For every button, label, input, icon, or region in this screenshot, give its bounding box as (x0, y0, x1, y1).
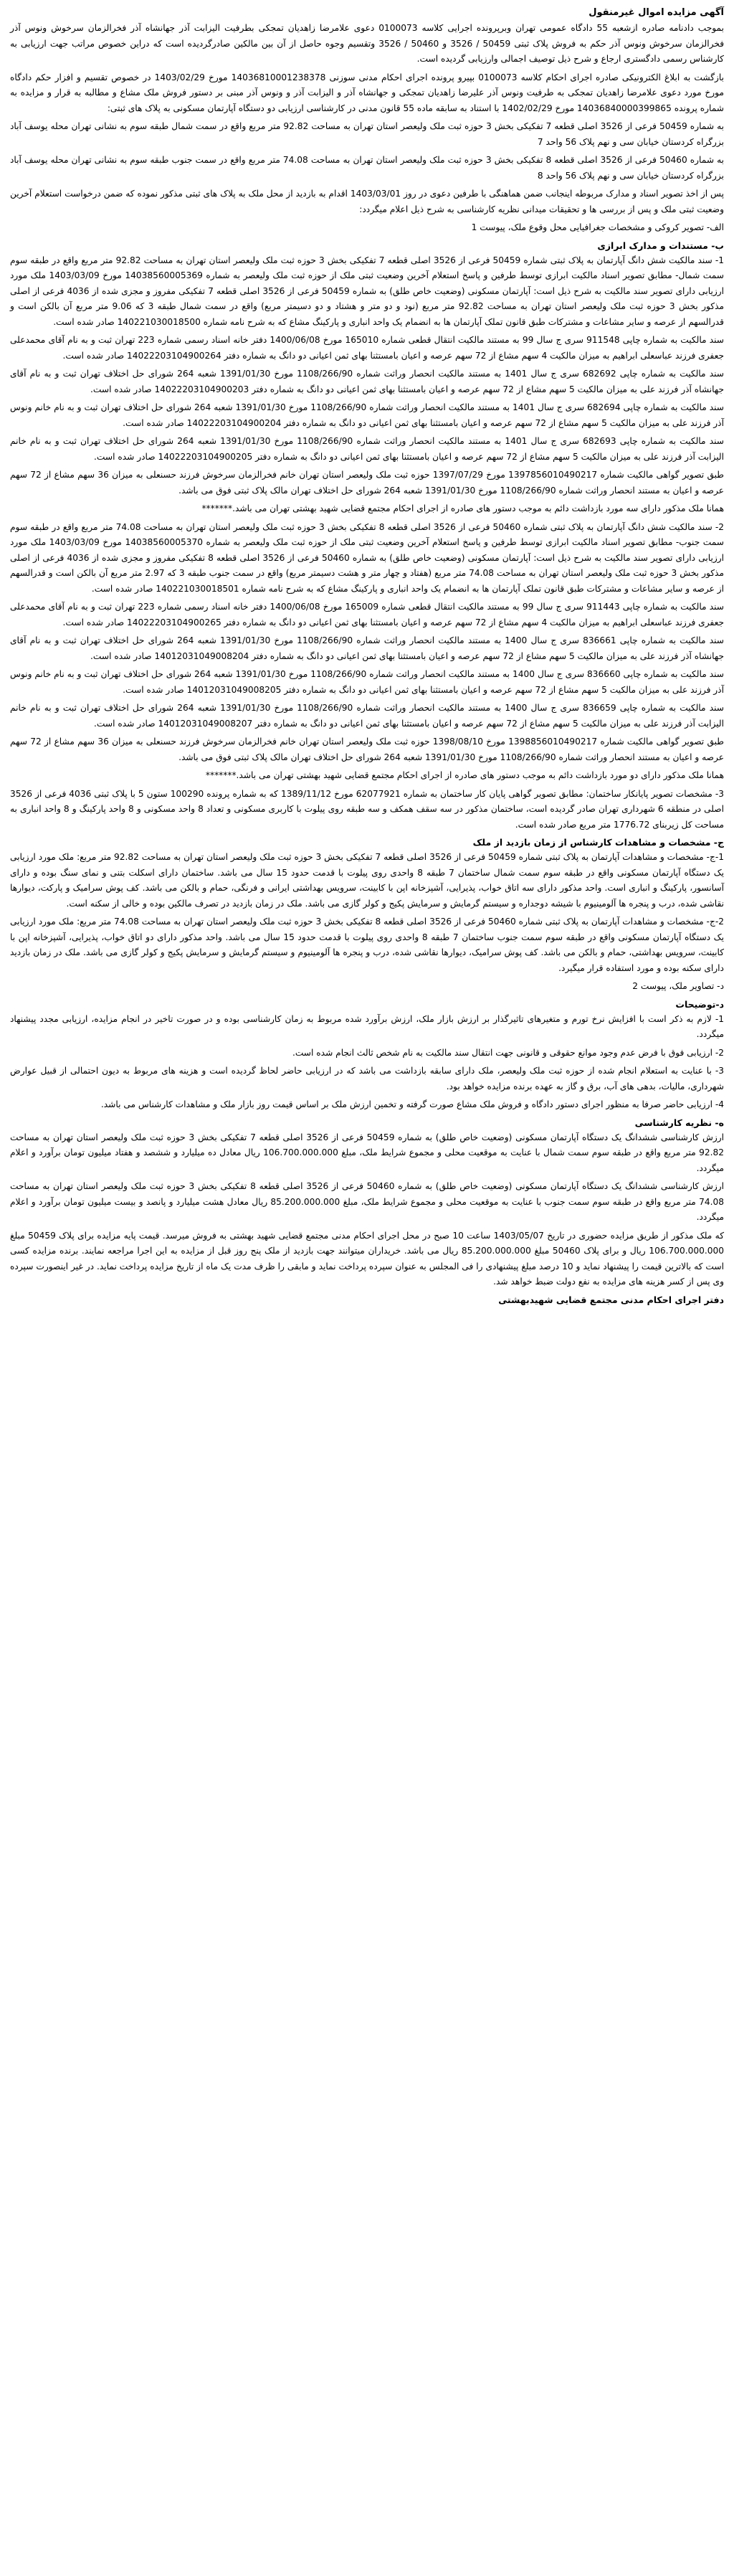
observation-paragraph: 1-ج- مشخصات و مشاهدات آپارتمان به پلاک ثبتی شماره 50459 فرعی از 3526 اصلی قطعه 7 تفکیکی بخش 3 حوزه ثبت ملک ولیعصر استان تهران به مساحت 92.82 متر مربع: ملک مورد ارزیابی یک دستگاه آپارتمان مسکونی واقع در طبقه سوم سمت شمال ساختمان 7 طبقه 8 واحدی روی پیلوت با قدمت حدود 15 سال می باشد. ساختمان دارای اسکلت بتنی و نمای سنگ بوده و دارای آسانسور، پارکینگ و انباری است. واحد مذکور دارای سه اتاق خواب، پذیرایی، آشپزخانه اپن با کابینت، سرویس بهداشتی ایرانی و فرنگی، حمام و بالکن می باشد. کف پوش سرامیک و پارکت، دیوارها نقاشی شده، درب و پنجره ها آلومینیوم با شیشه دوجداره و سیستم گرمایش و سرمایش پکیج و کولر گازی می باشد. ملک در زمان بازدید در تصرف مالکین بوده و خالی از سکنه است. (10, 852, 724, 909)
document-title: آگهی مزایده اموال غیرمنقول (588, 7, 724, 18)
document-paragraph: سند مالکیت به شماره چاپی 836661 سری ج سال 1400 به مستند مالکیت انحصار وراثت شماره 1108/266/90 مورخ 1391/01/30 شعبه 264 شورای حل اختلاف تهران ثبت و به نام آقای جهانشاه آذر فرزند علی به میزان مالکیت 5 سهم مشاع از 72 سهم عرصه و اعیان بامستثنا بهای ثمن اعیانی دو دانگ به شماره دفتر 14012031049008204 صادر شده است. (10, 635, 725, 661)
document-paragraph: همانا ملک مذکور دارای دو مورد بازداشت دائم به موجب دستور های صادره از اجرای احکام مجتمع قضایی شهید بهشتی تهران می باشد.******* (205, 770, 724, 780)
documents-section (10, 253, 724, 833)
intro-paragraph: بموجب دادنامه صادره ازشعبه 55 دادگاه عمومی تهران وبرپرونده اجرایی کلاسه 0100073 دعوی علامرضا زاهدیان تمجکی بطرفیت الیزابت آذر جهانشاه آذر فخرالزمان سرخوش ونوس آذر فخرالزمان سرخوش ونوس آذر حکم به فروش پلاک ثبتی 50459 / 3526 و 50460 / 3526 وتقسیم وجوه حاصل از آن بین مالکین صادرگردیده است که دراین خصوص مراتب جهت ارزیابی به کارشناس رسمی دادگستری ارجاع و شرح ذیل توصیف اجمالی وارزیابی گردیده است. (10, 23, 725, 64)
opinion-paragraph: که ملک مذکور از طریق مزایده حضوری در تاریخ 1403/05/07 ساعت 10 صبح در محل اجرای احکام مدنی مجتمع قضایی شهید بهشتی به فروش میرسد. قیمت پایه مزایده برای پلاک 50459 مبلغ 106.700.000.000 ریال و برای پلاک 50460 مبلغ 85.200.000.000 ریال می باشد. خریداران میتوانند جهت بازدید از ملک پنج روز قبل از مزایده به این اجرا مراجعه نمایند. برنده مزایده کسی است که بالاترین قیمت را پیشنهاد نماید و 10 درصد مبلغ پیشنهادی را فی المجلس به عنوان سپرده پرداخت نماید و مابقی را ظرف مدت یک ماه از تاریخ مزایده پرداخت نماید. در غیر اینصورت سپرده وی پس از کسر هزینه های مزایده به نفع دولت ضبط خواهد شد. (10, 1230, 725, 1287)
document-paragraph: همانا ملک مذکور دارای سه مورد بازداشت دائم به موجب دستور های صادره از اجرای احکام مجتمع قضایی شهید بهشتی تهران می باشد.******* (201, 503, 724, 513)
document-paragraph: سند مالکیت به شماره چاپی 682693 سری ج سال 1401 به مستند مالکیت انحصار وراثت شماره 1108/266/90 مورخ 1391/01/30 شعبه 264 شورای حل اختلاف تهران ثبت و به نام خانم الیزابت آذر فرزند علی به میزان مالکیت 5 سهم مشاع از 72 سهم عرصه و اعیان بامستثنا بهای ثمن اعیانی دو دانگ به شماره دفتر 14022203104900205 صادر شده است. (10, 436, 724, 462)
document-paragraph: طبق تصویر گواهی مالکیت شماره 1397856010490217 مورخ 1397/07/29 حوزه ثبت ملک ولیعصر استان تهران خانم فخرالزمان سرخوش فرزند حسنعلی به میزان 36 سهم مشاع از 72 سهم عرصه و اعیان به مستند انحصار وراثت شماره 1108/266/90 مورخ 1391/01/30 شعبه 264 شورای حل اختلاف تهران مالک پلاک ثبتی فوق می باشد. (10, 470, 724, 496)
document-paragraph: 2- سند مالکیت شش دانگ آپارتمان به پلاک ثبتی شماره 50460 فرعی از 3526 اصلی قطعه 8 تفکیکی بخش 3 حوزه ثبت ملک ولیعصر استان تهران به مساحت 74.08 متر مربع واقع در طبقه سوم سمت جنوب- مطابق تصویر اسناد مالکیت ابرازی توسط طرفین و پاسخ استعلام آخرین وضعیت ثبتی ملک از حوزه ثبت ملک ولیعصر به شماره 14038560005370 مورخ 1403/03/09 ملک مورد ارزیابی دارای تصویر سند مالکیت به شرح ذیل است: آپارتمان مسکونی (وضعیت خاص طلق) به شماره 50460 فرعی از 3526 اصلی قطعه 8 تفکیکی مفروز و مجزی شده از 4036 فرعی از اصلی مذکور بخش 3 حوزه ثبت ملک ولیعصر استان تهران به مساحت 74.08 متر مربع (هفتاد و چهار متر و هشت دسیمتر مربع) واقع در سمت جنوب طبقه 3 که 2.97 متر مربع آن بالکن است و قدرالسهم از عرصه و سایر مشاعات و مشترکات طبق قانون تملک آپارتمان ها به انضمام یک واحد انباری و پارکینگ مشاع که به شرح نامه شماره 140221030018501 صادر شده است. (10, 521, 725, 594)
notes-section (10, 1012, 724, 1113)
section-heading-notes: د-توضیحات (675, 998, 724, 1010)
office-signature: دفتر اجرای احکام مدنی مجتمع قضایی شهیدبهشتی (498, 1294, 724, 1305)
intro-paragraph: بازگشت به ابلاغ الکترونیکی صادره اجرای احکام کلاسه 0100073 بپیرو پرونده اجرای احکام مدنی سوزنی 14036810001238378 مورخ 1403/02/29 در خصوص تقسیم و افزار حکم دادگاه مورخ مورد دعوی علامرضا زاهدیان تمجکی به طرفیت ونوس آذر علیرضا زاهدیان تمجکی و جهانشاه آذر و الیزابت آذر و ونوس آذر مبنی بر دستور فروش ملک مشاع و مطالبه به قرار و مزایده به شماره پرونده 14036840000399865 مورخ 1402/02/29 با استناد به سابقه ماده 55 قانون مدنی در کارشناسی ارزیابی دو دستگاه آپارتمان مسکونی به پلاک های ثبتی: (10, 72, 724, 113)
document-paragraph: سند مالکیت به شماره چاپی 836659 سری ج سال 1400 به مستند مالکیت انحصار وراثت شماره 1108/266/90 مورخ 1391/01/30 شعبه 264 شورای حل اختلاف تهران ثبت و به نام خانم الیزابت آذر فرزند علی به میزان مالکیت 5 سهم مشاع از 72 سهم عرصه و اعیان بامستثنا بهای ثمن اعیانی دو دانگ به شماره دفتر 14012031049008207 صادر شده است. (10, 703, 724, 729)
opinion-section (10, 1130, 724, 1290)
document-paragraph: سند مالکیت به شماره چاپی 682692 سری ج سال 1401 به مستند مالکیت انحصار وراثت شماره 1108/266/90 مورخ 1391/01/30 شعبه 264 شورای حل اختلاف تهران ثبت و به نام آقای جهانشاه آذر فرزند علی به میزان مالکیت 5 سهم مشاع از 72 سهم عرصه و اعیان بامستثنا بهای ثمن اعیانی دو دانگ به شماره دفتر 14022203104900203 صادر شده است. (10, 369, 725, 394)
document-paragraph: 1- سند مالکیت شش دانگ آپارتمان به پلاک ثبتی شماره 50459 فرعی از 3526 اصلی قطعه 7 تفکیکی بخش 3 حوزه ثبت ملک ولیعصر استان تهران به مساحت 92.82 متر مربع واقع در طبقه سوم سمت شمال- مطابق تصویر اسناد مالکیت ابرازی توسط طرفین و پاسخ استعلام آخرین وضعیت ثبتی ملک از حوزه ثبت ملک ولیعصر به شماره 14038560005369 مورخ 1403/03/09 ملک مورد ارزیابی دارای تصویر سند مالکیت به شرح ذیل است: آپارتمان مسکونی (وضعیت خاص طلق) به شماره 50459 فرعی از 3526 اصلی قطعه 7 تفکیکی مفروز و مجزی شده از 4036 فرعی از اصلی مذکور بخش 3 حوزه ثبت ملک ولیعصر استان تهران به مساحت 92.82 متر مربع (نود و دو متر و هشتاد و دو دسیمتر مربع) واقع در سمت شمال طبقه 3 که 9.06 متر مربع آن بالکن است و قدرالسهم از عرصه و سایر مشاعات و مشترکات طبق قانون تملک آپارتمان ها به انضمام یک واحد انباری و پارکینگ مشاع که به شرح نامه شماره 140221030018500 صادر شده است. (10, 255, 725, 327)
document-paragraph: سند مالکیت به شماره چاپی 682694 سری ج سال 1401 به مستند مالکیت انحصار وراثت شماره 1108/266/90 مورخ 1391/01/30 شعبه 264 شورای حل اختلاف تهران ثبت و به نام خانم ونوس آذر فرزند علی به میزان مالکیت 5 سهم مشاع از 72 سهم عرصه و اعیان بامستثنا بهای ثمن اعیانی دو دانگ به شماره دفتر 14022203104900204 صادر شده است. (10, 402, 724, 428)
intro-paragraph: الف- تصویر کروکی و مشخصات جغرافیایی محل وقوع ملک، پیوست 1 (471, 222, 724, 232)
observation-paragraph: د- تصاویر ملک، پیوست 2 (632, 981, 724, 991)
document-paragraph: سند مالکیت به شماره چاپی 911443 سری ج سال 99 به مستند مالکیت انتقال قطعی شماره 165009 مورخ 1400/06/08 دفتر خانه اسناد رسمی شماره 223 تهران ثبت و به نام آقای محمدعلی جعفری فرزند عباسعلی ابراهیم به میزان مالکیت 4 سهم مشاع از 72 سهم عرصه و اعیان بامستثنا بهای ثمن اعیانی دو دانگ به شماره دفتر 14022203104900265 صادر شده است. (10, 602, 725, 628)
intro-paragraph: به شماره 50460 فرعی از 3526 اصلی قطعه 8 تفکیکی بخش 3 حوزه ثبت ملک ولیعصر استان تهران به مساحت 74.08 متر مربع واقع در سمت جنوب طبقه سوم به نشانی تهران محله یوسف آباد بزرگراه کردستان خیابان سی و نهم پلاک 56 واحد 8 (10, 155, 724, 181)
section-heading-observations: ج- مشخصات و مشاهدات کارشناس از زمان بازدید از ملک (472, 837, 724, 848)
intro-paragraph: پس از اخذ تصویر اسناد و مدارک مربوطه اینجانب ضمن هماهنگی با طرفین دعوی در روز 1403/03/01 اقدام به بازدید از محل ملک به پلاک های ثبتی مذکور نموده که ضمن درخواست استعلام آخرین وضعیت ثبتی ملک و پس از بررسی ها و تحقیقات میدانی نظریه کارشناسی به شرح ذیل اعلام میگردد: (10, 189, 724, 214)
observation-paragraph: 2-ج- مشخصات و مشاهدات آپارتمان به پلاک ثبتی شماره 50460 فرعی از 3526 اصلی قطعه 8 تفکیکی بخش 3 حوزه ثبت ملک ولیعصر استان تهران به مساحت 74.08 متر مربع: ملک مورد ارزیابی یک دستگاه آپارتمان مسکونی واقع در طبقه سوم سمت جنوب ساختمان 7 طبقه 8 واحدی روی پیلوت با قدمت حدود 15 سال می باشد. واحد مذکور دارای دو اتاق خواب، پذیرایی، آشپزخانه اپن با کابینت، سرویس بهداشتی، حمام و بالکن می باشد. کف پوش سرامیک، دیوارها نقاشی شده، درب و پنجره ها آلومینیوم و سیستم گرمایش و سرمایش پکیج و کولر گازی می باشد. ملک در زمان بازدید دارای سکنه بوده و مورد استفاده قرار میگیرد. (10, 917, 724, 973)
section-heading-opinion: ه- نظریه کارشناسی (634, 1117, 724, 1128)
note-paragraph: 3- با عنایت به استعلام انجام شده از حوزه ثبت ملک ولیعصر، ملک دارای سابقه بازداشت می باشد که در ارزیابی حاضر لحاظ گردیده است و هزینه های مربوط به دیون احتمالی از قبیل عوارض شهرداری، مالیات، بدهی های آب، برق و گاز به عهده برنده مزایده خواهد بود. (10, 1066, 724, 1092)
intro-section (10, 21, 724, 236)
note-paragraph: 4- ارزیابی حاضر صرفا به منظور اجرای دستور دادگاه و فروش ملک مشاع صورت گرفته و تخمین ارزش ملک بر اساس قیمت روز بازار ملک و مشاهدات کارشناس می باشد. (100, 1099, 724, 1109)
document-paragraph: 3- مشخصات تصویر پایانکار ساختمان: مطابق تصویر گواهی پایان کار ساختمان به شماره 62077921 مورخ 1389/11/12 که به شماره پرونده 100290 ستون 5 با پلاک ثبتی 4036 فرعی از 3526 اصلی در منطقه 6 شهرداری تهران صادر گردیده است، ساختمان مذکور در سه سقف همکف و سه طبقه روی پیلوت با کاربری مسکونی و تعداد 8 واحد مسکونی و 8 واحد پارکینگ و 8 واحد انباری به مساحت کل زیربنای 1776.72 متر مربع صادر شده است. (10, 788, 724, 830)
section-heading-documents: ب- مستندات و مدارک ابرازی (597, 240, 724, 251)
note-paragraph: 1- لازم به ذکر است با افزایش نرخ تورم و متغیرهای تاثیرگذار بر ارزش بازار ملک، ارزش برآورد شده مربوط به زمان کارشناسی بوده و در صورت تاخیر در انجام مزایده، ارزیابی مجدد پیشنهاد میگردد. (10, 1013, 724, 1039)
observations-section (10, 850, 724, 995)
opinion-paragraph: ارزش کارشناسی ششدانگ یک دستگاه آپارتمان مسکونی (وضعیت خاص طلق) به شماره 50459 فرعی از 3526 اصلی قطعه 7 تفکیکی بخش 3 حوزه ثبت ملک ولیعصر استان تهران به مساحت 92.82 متر مربع واقع در طبقه سوم سمت شمال با عنایت به موقعیت محلی و مجموع شرایط ملک، مبلغ 106.700.000.000 ریال معادل ده میلیارد و ششصد و هفتاد میلیون تومان برآورد و اعلام میگردد. (10, 1132, 724, 1173)
intro-paragraph: به شماره 50459 فرعی از 3526 اصلی قطعه 7 تفکیکی بخش 3 حوزه ثبت ملک ولیعصر استان تهران به مساحت 92.82 متر مربع واقع در سمت شمال طبقه سوم به نشانی تهران محله یوسف آباد بزرگراه کردستان خیابان سی و نهم پلاک 56 واحد 7 (10, 121, 724, 147)
opinion-paragraph: ارزش کارشناسی ششدانگ یک دستگاه آپارتمان مسکونی (وضعیت خاص طلق) به شماره 50460 فرعی از 3526 اصلی قطعه 8 تفکیکی بخش 3 حوزه ثبت ملک ولیعصر استان تهران به مساحت 74.08 متر مربع واقع در طبقه سوم سمت جنوب با عنایت به موقعیت محلی و مجموع شرایط ملک، مبلغ 85.200.000.000 ریال معادل هشت میلیارد و پانصد و بیست میلیون تومان برآورد و اعلام میگردد. (10, 1181, 724, 1222)
document-paragraph: طبق تصویر گواهی مالکیت شماره 1398856010490217 مورخ 1398/08/10 حوزه ثبت ملک ولیعصر استان تهران خانم فخرالزمان سرخوش فرزند حسنعلی به میزان 36 سهم مشاع از 72 سهم عرصه و اعیان به مستند انحصار وراثت شماره 1108/266/90 مورخ 1391/01/30 شعبه 264 شورای حل اختلاف تهران مالک پلاک ثبتی فوق می باشد. (10, 737, 724, 762)
document-paragraph: سند مالکیت به شماره چاپی 836660 سری ج سال 1400 به مستند مالکیت انحصار وراثت شماره 1108/266/90 مورخ 1391/01/30 شعبه 264 شورای حل اختلاف تهران ثبت و به نام خانم ونوس آذر فرزند علی به میزان مالکیت 5 سهم مشاع از 72 سهم عرصه و اعیان بامستثنا بهای ثمن اعیانی دو دانگ به شماره دفتر 14012031049008205 صادر شده است. (10, 669, 724, 695)
note-paragraph: 2- ارزیابی فوق با فرض عدم وجود موانع حقوقی و قانونی جهت انتقال سند مالکیت به نام شخص ثالث انجام شده است. (292, 1047, 724, 1058)
document-paragraph: سند مالکیت به شماره چاپی 911548 سری ج سال 99 به مستند مالکیت انتقال قطعی شماره 165010 مورخ 1400/06/08 دفتر خانه اسناد رسمی شماره 223 تهران ثبت و به نام آقای محمدعلی جعفری فرزند عباسعلی ابراهیم به میزان مالکیت 4 سهم مشاع از 72 سهم عرصه و اعیان بامستثنا بهای ثمن اعیانی دو دانگ به شماره دفتر 14022203104900264 صادر شده است. (10, 335, 725, 361)
